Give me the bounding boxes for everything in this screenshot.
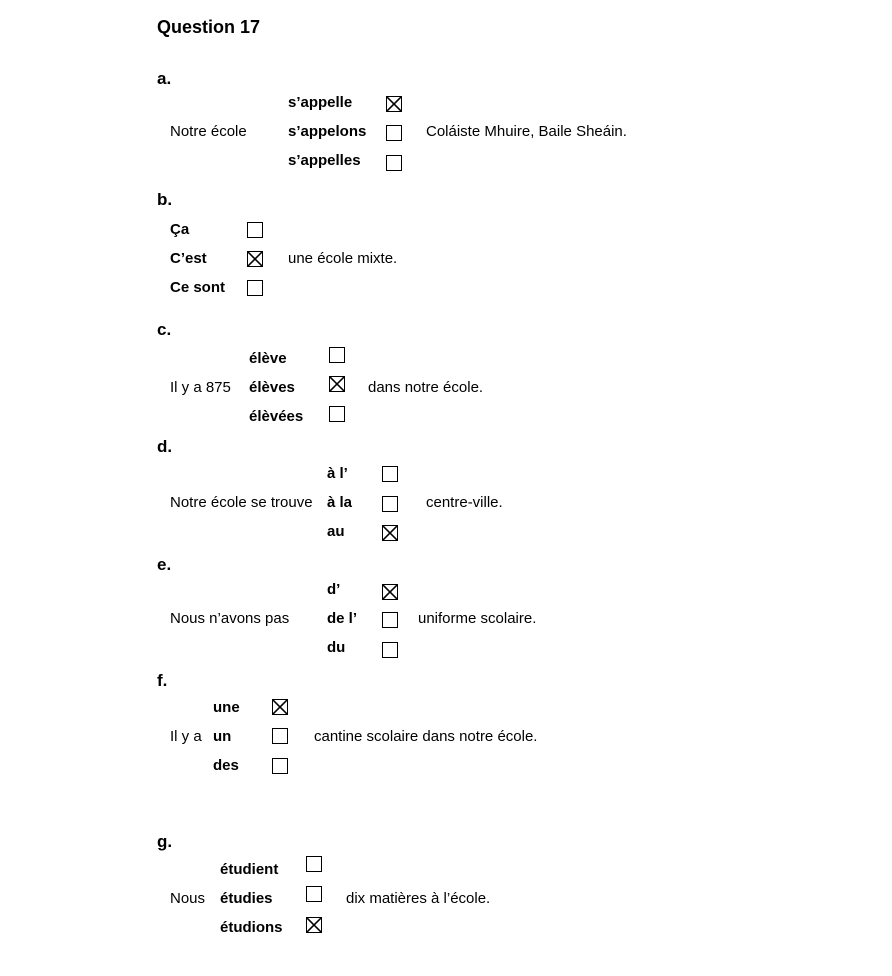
option-label: s’appelle [288,94,353,111]
sentence-end: Coláiste Mhuire, Baile Sheáin. [426,123,627,140]
option-checkbox[interactable] [382,642,398,658]
option-checkbox[interactable] [247,222,263,238]
question-letter: e. [157,555,172,574]
option-label: un [213,728,232,745]
option-label: élèves [249,379,295,396]
option-label: Ça [170,221,190,238]
option-checkbox[interactable] [306,886,322,902]
option-label: de l’ [327,610,358,627]
option-label: une [213,699,240,716]
sentence-end: cantine scolaire dans notre école. [314,728,538,745]
check-x-icon [330,377,344,391]
check-x-icon [273,700,287,714]
option-label: du [327,639,346,656]
check-x-icon [383,585,397,599]
option-checkbox[interactable] [382,525,398,541]
option-label: des [213,757,239,774]
sentence-start: Notre école se trouve [170,494,313,511]
question-title: Question 17 [157,17,261,37]
option-label: Ce sont [170,279,226,296]
option-checkbox[interactable] [329,347,345,363]
sentence-end: centre-ville. [426,494,503,511]
sentence-start: Nous [170,890,206,907]
option-checkbox[interactable] [306,917,322,933]
option-label: étudient [220,861,279,878]
check-x-icon [248,252,262,266]
option-label: étudions [220,919,283,936]
sentence-start: Il y a [170,728,202,745]
option-label: s’appelles [288,152,361,169]
sentence-end: uniforme scolaire. [418,610,537,627]
sentence-end: une école mixte. [288,250,398,267]
option-label: à la [327,494,353,511]
question-letter: f. [157,671,168,690]
check-x-icon [387,97,401,111]
option-checkbox[interactable] [386,125,402,141]
option-checkbox[interactable] [386,96,402,112]
option-checkbox[interactable] [247,280,263,296]
option-checkbox[interactable] [386,155,402,171]
option-label: C’est [170,250,207,267]
sentence-end: dans notre école. [368,379,484,396]
option-label: s’appelons [288,123,367,140]
sentence-start: Notre école [170,123,247,140]
option-checkbox[interactable] [382,584,398,600]
sentence-end: dix matières à l’école. [346,890,491,907]
option-label: au [327,523,345,540]
check-x-icon [383,526,397,540]
question-letter: b. [157,190,173,209]
option-checkbox[interactable] [272,728,288,744]
option-checkbox[interactable] [247,251,263,267]
option-checkbox[interactable] [272,758,288,774]
question-letter: g. [157,832,173,851]
question-letter: c. [157,320,172,339]
option-checkbox[interactable] [382,496,398,512]
question-letter: d. [157,437,173,456]
option-checkbox[interactable] [382,612,398,628]
check-x-icon [307,918,321,932]
option-label: à l’ [327,465,348,482]
sentence-start: Nous n’avons pas [170,610,290,627]
option-checkbox[interactable] [306,856,322,872]
option-checkbox[interactable] [329,406,345,422]
option-checkbox[interactable] [382,466,398,482]
option-label: élèvées [249,408,304,425]
sentence-start: Il y a 875 [170,379,231,396]
option-label: étudies [220,890,273,907]
question-letter: a. [157,69,172,88]
option-checkbox[interactable] [329,376,345,392]
option-label: d’ [327,581,341,598]
option-checkbox[interactable] [272,699,288,715]
option-label: élève [249,350,287,367]
